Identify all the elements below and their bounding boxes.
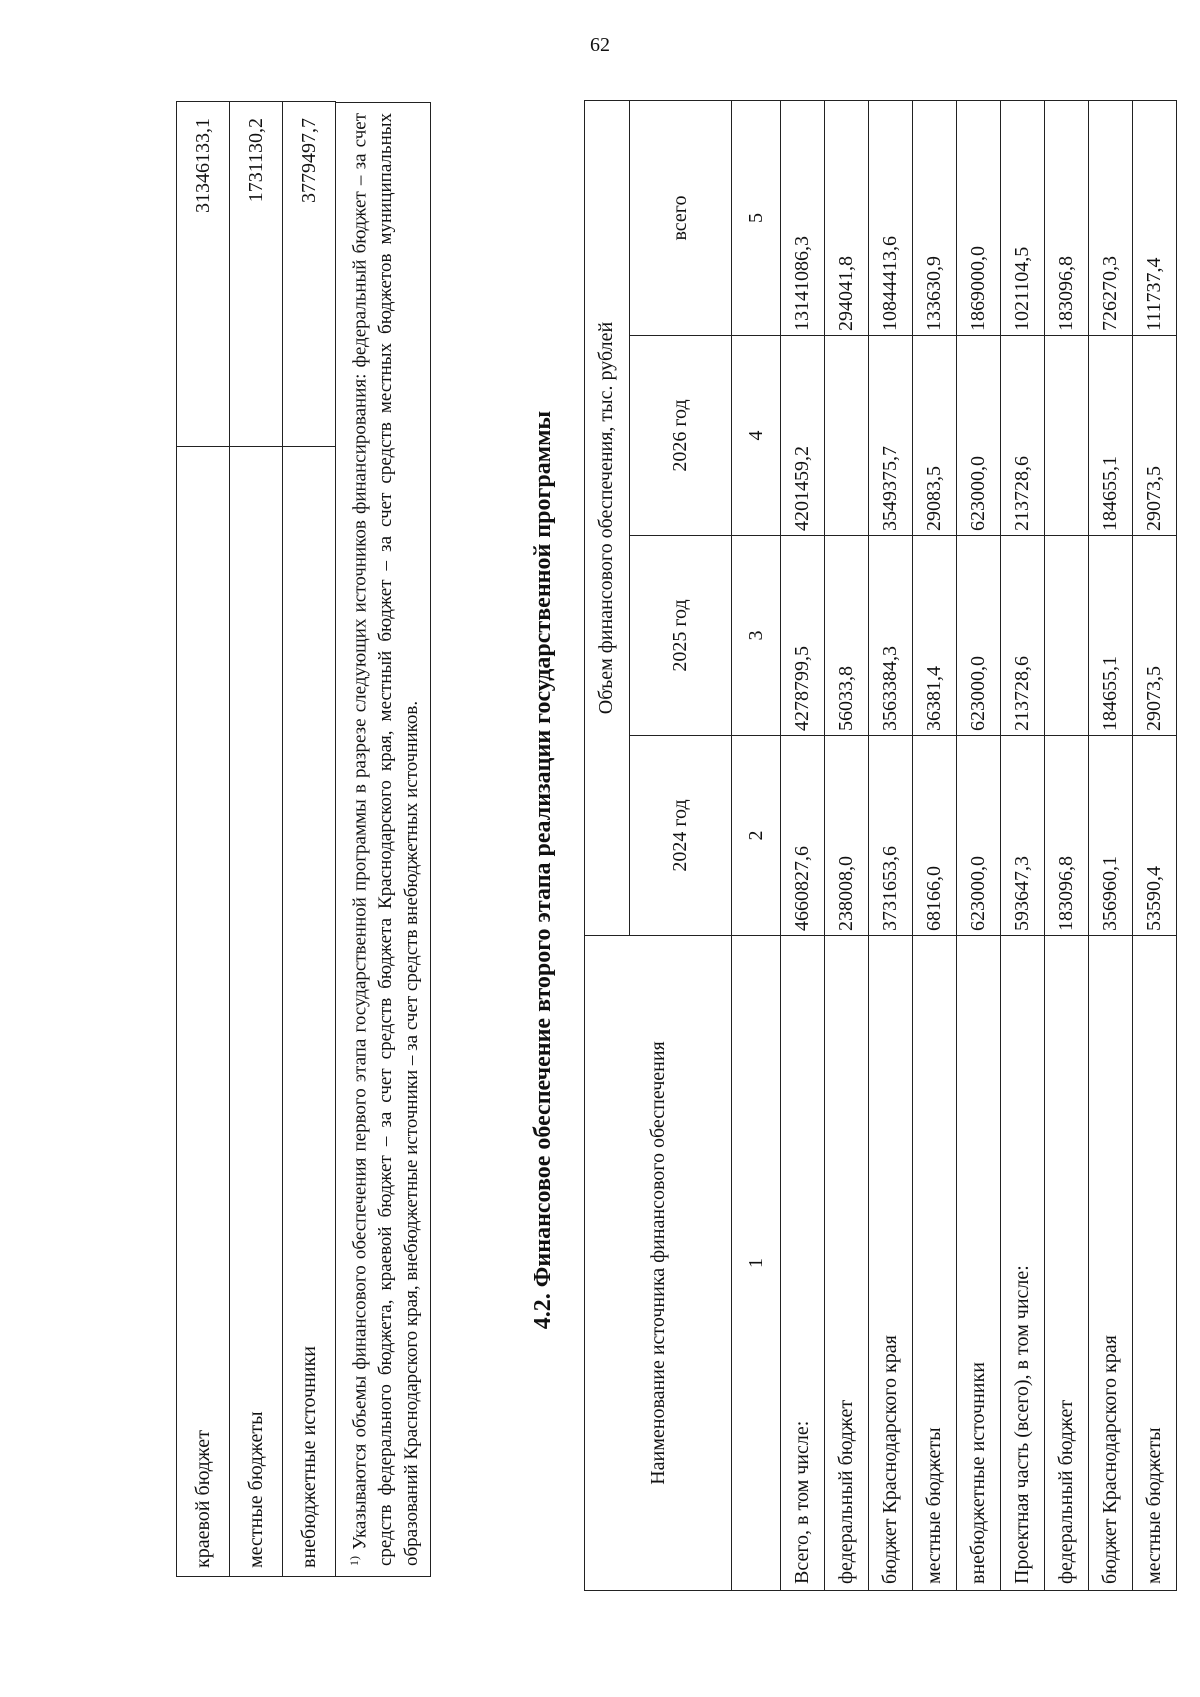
table-row [869,100,913,1590]
financing-table [584,100,1177,1591]
table-row [1045,100,1089,1590]
table-row [1001,100,1045,1590]
cell-2025 [1045,536,1089,736]
row-source-name: Всего, в том числе: [781,936,825,1591]
header-total: всего [629,100,731,335]
cell-2026: 184655,1 [1089,336,1133,536]
cell-2026: 29083,5 [913,336,957,536]
section-title: 4.2. Финансовое обеспечение второго этапа реализации государственной программы [530,410,556,1330]
footnote-marker: 1) [347,1556,361,1566]
footnote [336,102,431,1577]
cell-2024: 356960,1 [1089,736,1133,936]
col-number-1: 1 [732,936,781,1591]
table-row [1133,100,1177,1590]
col-number-4: 4 [732,336,781,536]
cell-2024: 593647,3 [1001,736,1045,936]
cell-total: 726270,3 [1089,100,1133,335]
table-row [1089,100,1133,1590]
row-source-name: Проектная часть (всего), в том числе: [1001,936,1045,1591]
cell-2024: 68166,0 [913,736,957,936]
cell-2024: 3731653,6 [869,736,913,936]
header-year-2025: 2025 год [629,536,731,736]
cell-2025: 3563384,3 [869,536,913,736]
cell-2025: 29073,5 [1133,536,1177,736]
financing-table-wrapper [584,101,1165,1591]
cell-2026: 3549375,7 [869,336,913,536]
cell-total: 133630,9 [913,100,957,335]
cell-2025: 184655,1 [1089,536,1133,736]
header-row [585,100,630,1590]
cell-2025: 36381,4 [913,536,957,736]
row-source-name: федеральный бюджет [1045,936,1089,1591]
row-label: местные бюджеты [230,447,283,1577]
cell-2024: 183096,8 [1045,736,1089,936]
cell-total: 1021104,5 [1001,100,1045,335]
cell-2024: 238008,0 [825,736,869,936]
cell-2026: 213728,6 [1001,336,1045,536]
row-label: внебюджетные источники [283,447,336,1577]
cell-total: 10844413,6 [869,100,913,335]
header-volume: Объем финансового обеспечения, тыс. рублей [585,100,630,935]
row-source-name: федеральный бюджет [825,936,869,1591]
row-value: 1731130,2 [230,102,283,447]
cell-2024: 4660827,6 [781,736,825,936]
row-source-name: внебюджетные источники [957,936,1001,1591]
cell-total: 183096,8 [1045,100,1089,335]
previous-table [176,101,336,1577]
header-year-2024: 2024 год [629,736,731,936]
table-row [781,100,825,1590]
footnote-text: Указываются объемы финансового обеспечения первого этапа государственной программы в разрезе следующих источников финансирования: федеральный бюджет – за счет средств федерального бюджета, краевой бюджет – за счет средств бюджета Краснодарского края, местный бюджет – за счет средств местных бюджетов муниципальных образований Краснодарского края, внебюджетные источники – за счет средств внебюджетных источников. [349,112,422,1566]
col-number-3: 3 [732,536,781,736]
row-source-name: бюджет Краснодарского края [869,936,913,1591]
cell-2025: 4278799,5 [781,536,825,736]
cell-total: 13141086,3 [781,100,825,335]
cell-total: 111737,4 [1133,100,1177,335]
header-year-2026: 2026 год [629,336,731,536]
cell-total: 1869000,0 [957,100,1001,335]
row-source-name: местные бюджеты [1133,936,1177,1591]
table-row [230,102,283,1577]
cell-2024: 623000,0 [957,736,1001,936]
table-row [283,102,336,1577]
cell-2026: 29073,5 [1133,336,1177,536]
cell-2025: 623000,0 [957,536,1001,736]
cell-2026: 4201459,2 [781,336,825,536]
table-body [781,100,1177,1590]
table-row [825,100,869,1590]
col-number-2: 2 [732,736,781,936]
cell-2024: 53590,4 [1133,736,1177,936]
row-source-name: бюджет Краснодарского края [1089,936,1133,1591]
column-numbers-row [732,100,781,1590]
row-label: краевой бюджет [177,447,230,1577]
previous-table-continuation [176,102,451,1577]
row-source-name: местные бюджеты [913,936,957,1591]
cell-total: 294041,8 [825,100,869,335]
row-value: 3779497,7 [283,102,336,447]
table-row [913,100,957,1590]
col-number-5: 5 [732,100,781,335]
cell-2025: 56033,8 [825,536,869,736]
table-row [177,102,230,1577]
cell-2026: 623000,0 [957,336,1001,536]
cell-2025: 213728,6 [1001,536,1045,736]
cell-2026 [825,336,869,536]
header-source-name: Наименование источника финансового обеспечения [585,936,732,1591]
cell-2026 [1045,336,1089,536]
row-value: 31346133,1 [177,102,230,447]
page-number: 62 [590,34,610,56]
table-row [957,100,1001,1590]
